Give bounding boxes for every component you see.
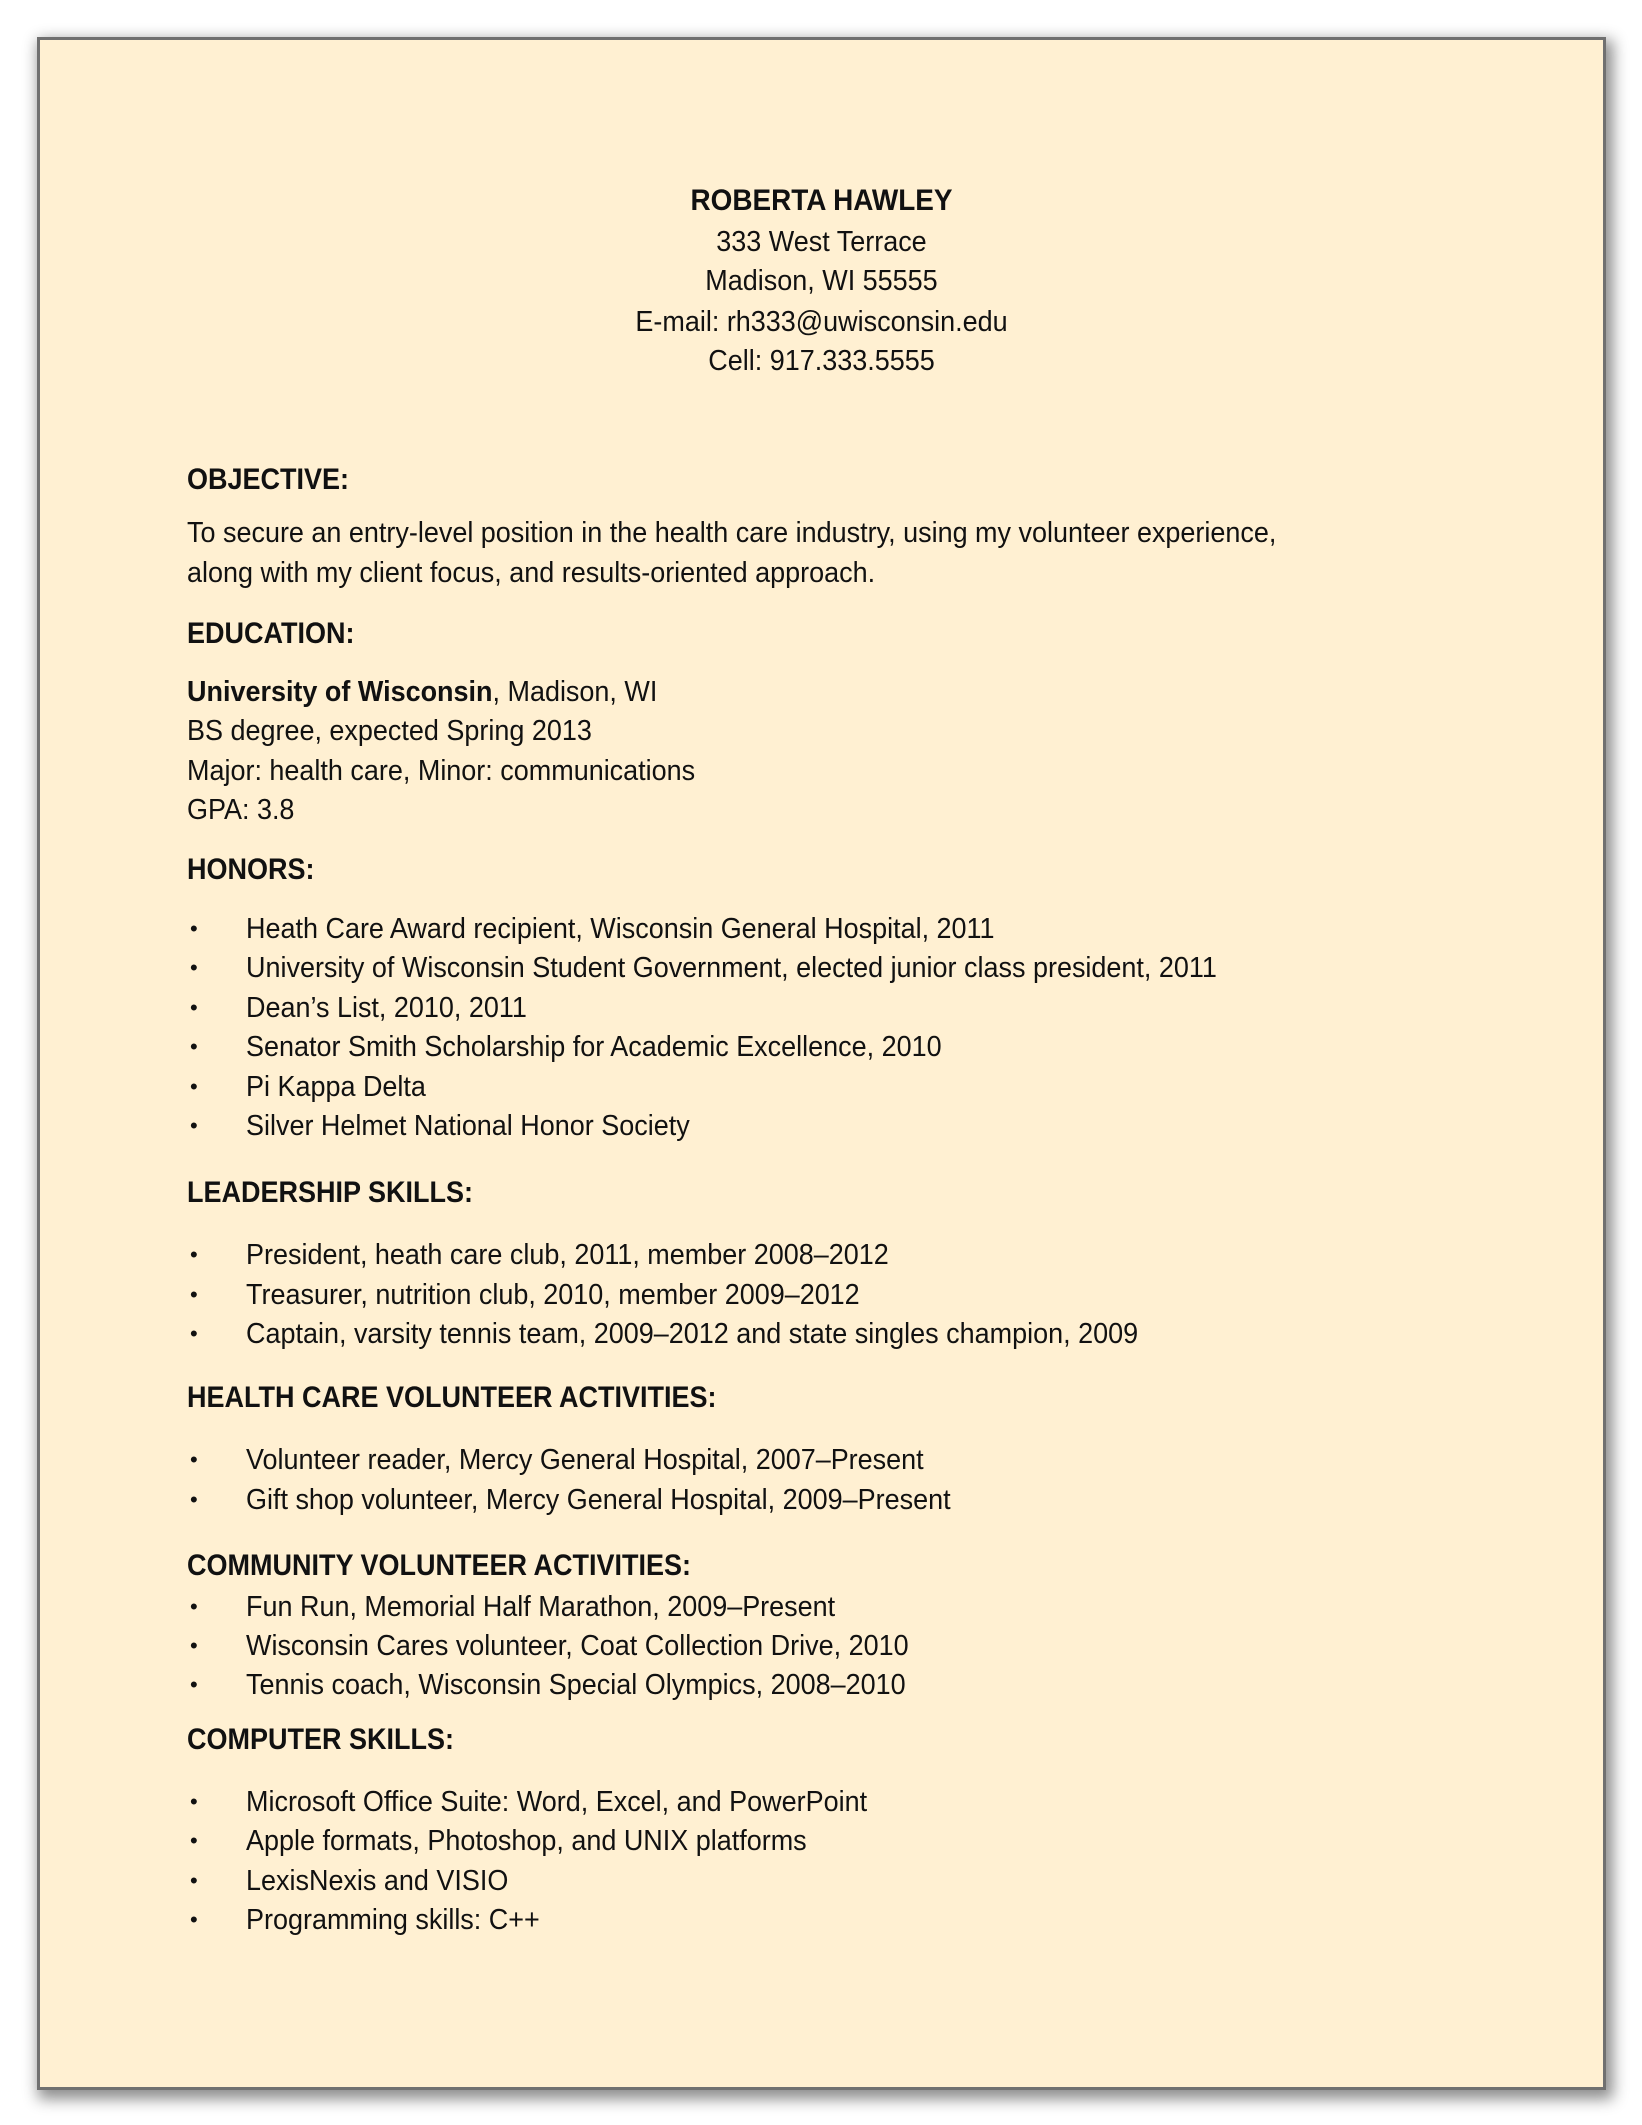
bullet-icon: • [190,1487,198,1512]
cell-line: Cell: 917.333.5555 [708,345,935,377]
school-name: University of Wisconsin [187,676,493,708]
bullet-icon: • [190,1113,198,1138]
list-item: Fun Run, Memorial Half Marathon, 2009–Present [246,1591,836,1623]
list-item: Senator Smith Scholarship for Academic Excellence, 2010 [246,1031,942,1064]
bullet-icon: • [190,1789,198,1814]
list-item: Apple formats, Photoshop, and UNIX platforms [246,1825,807,1858]
list-item: Wisconsin Cares volunteer, Coat Collection Drive, 2010 [246,1630,909,1663]
list-item: Heath Care Award recipient, Wisconsin General Hospital, 2011 [246,913,995,945]
list-item: President, heath care club, 2011, member 2008–2012 [246,1239,889,1271]
bullet-icon: • [190,1594,198,1619]
education-heading: EDUCATION: [187,617,355,650]
community-volunteer-heading: COMMUNITY VOLUNTEER ACTIVITIES: [187,1549,692,1582]
list-item: Gift shop volunteer, Mercy General Hospital, 2009–Present [246,1484,951,1516]
list-item: LexisNexis and VISIO [246,1864,509,1897]
bullet-icon: • [190,1907,198,1933]
bullet-icon: • [190,1828,198,1854]
education-school-line [187,675,657,709]
school-location: , Madison, WI [492,676,658,708]
bullet-icon: • [190,1447,198,1472]
city-line: Madison, WI 55555 [705,265,938,297]
resume-page [40,40,1603,2087]
bullet-icon: • [190,955,198,981]
objective-line: along with my client focus, and results-oriented approach. [187,557,876,589]
leadership-heading: LEADERSHIP SKILLS: [187,1176,474,1209]
bullet-icon: • [190,1321,198,1346]
objective-line: To secure an entry-level position in the health care industry, using my volunteer experience, [187,517,1277,549]
bullet-icon: • [190,1281,198,1307]
list-item: Tennis coach, Wisconsin Special Olympics, 2008–2010 [246,1669,906,1702]
list-item: Captain, varsity tennis team, 2009–2012 and state singles champion, 2009 [246,1318,1139,1350]
bullet-icon: • [190,994,198,1020]
address-line: 333 West Terrace [716,226,927,258]
list-item: Microsoft Office Suite: Word, Excel, and PowerPoint [246,1786,868,1818]
bullet-icon: • [190,1633,198,1659]
bullet-icon: • [190,1034,198,1060]
bullet-icon: • [190,1672,198,1698]
objective-heading: OBJECTIVE: [187,463,350,496]
bullet-icon: • [190,916,198,941]
list-item: Volunteer reader, Mercy General Hospital, 2007–Present [246,1444,924,1476]
list-item: Pi Kappa Delta [246,1070,426,1103]
list-item: Silver Helmet National Honor Society [246,1110,690,1142]
bullet-icon: • [190,1242,198,1267]
bullet-icon: • [190,1073,198,1099]
education-gpa: GPA: 3.8 [187,794,295,826]
education-degree: BS degree, expected Spring 2013 [187,715,592,747]
list-item: University of Wisconsin Student Government, elected junior class president, 2011 [246,952,1217,985]
computer-skills-heading: COMPUTER SKILLS: [187,1723,455,1756]
health-volunteer-heading: HEALTH CARE VOLUNTEER ACTIVITIES: [187,1381,717,1414]
list-item: Treasurer, nutrition club, 2010, member 2009–2012 [246,1278,860,1311]
candidate-name: ROBERTA HAWLEY [690,184,953,217]
education-major: Major: health care, Minor: communications [187,755,696,787]
email-line: E-mail: rh333@uwisconsin.edu [635,306,1008,338]
honors-heading: HONORS: [187,853,315,886]
list-item: Programming skills: C++ [246,1904,540,1937]
list-item: Dean’s List, 2010, 2011 [246,991,527,1024]
bullet-icon: • [190,1867,198,1893]
